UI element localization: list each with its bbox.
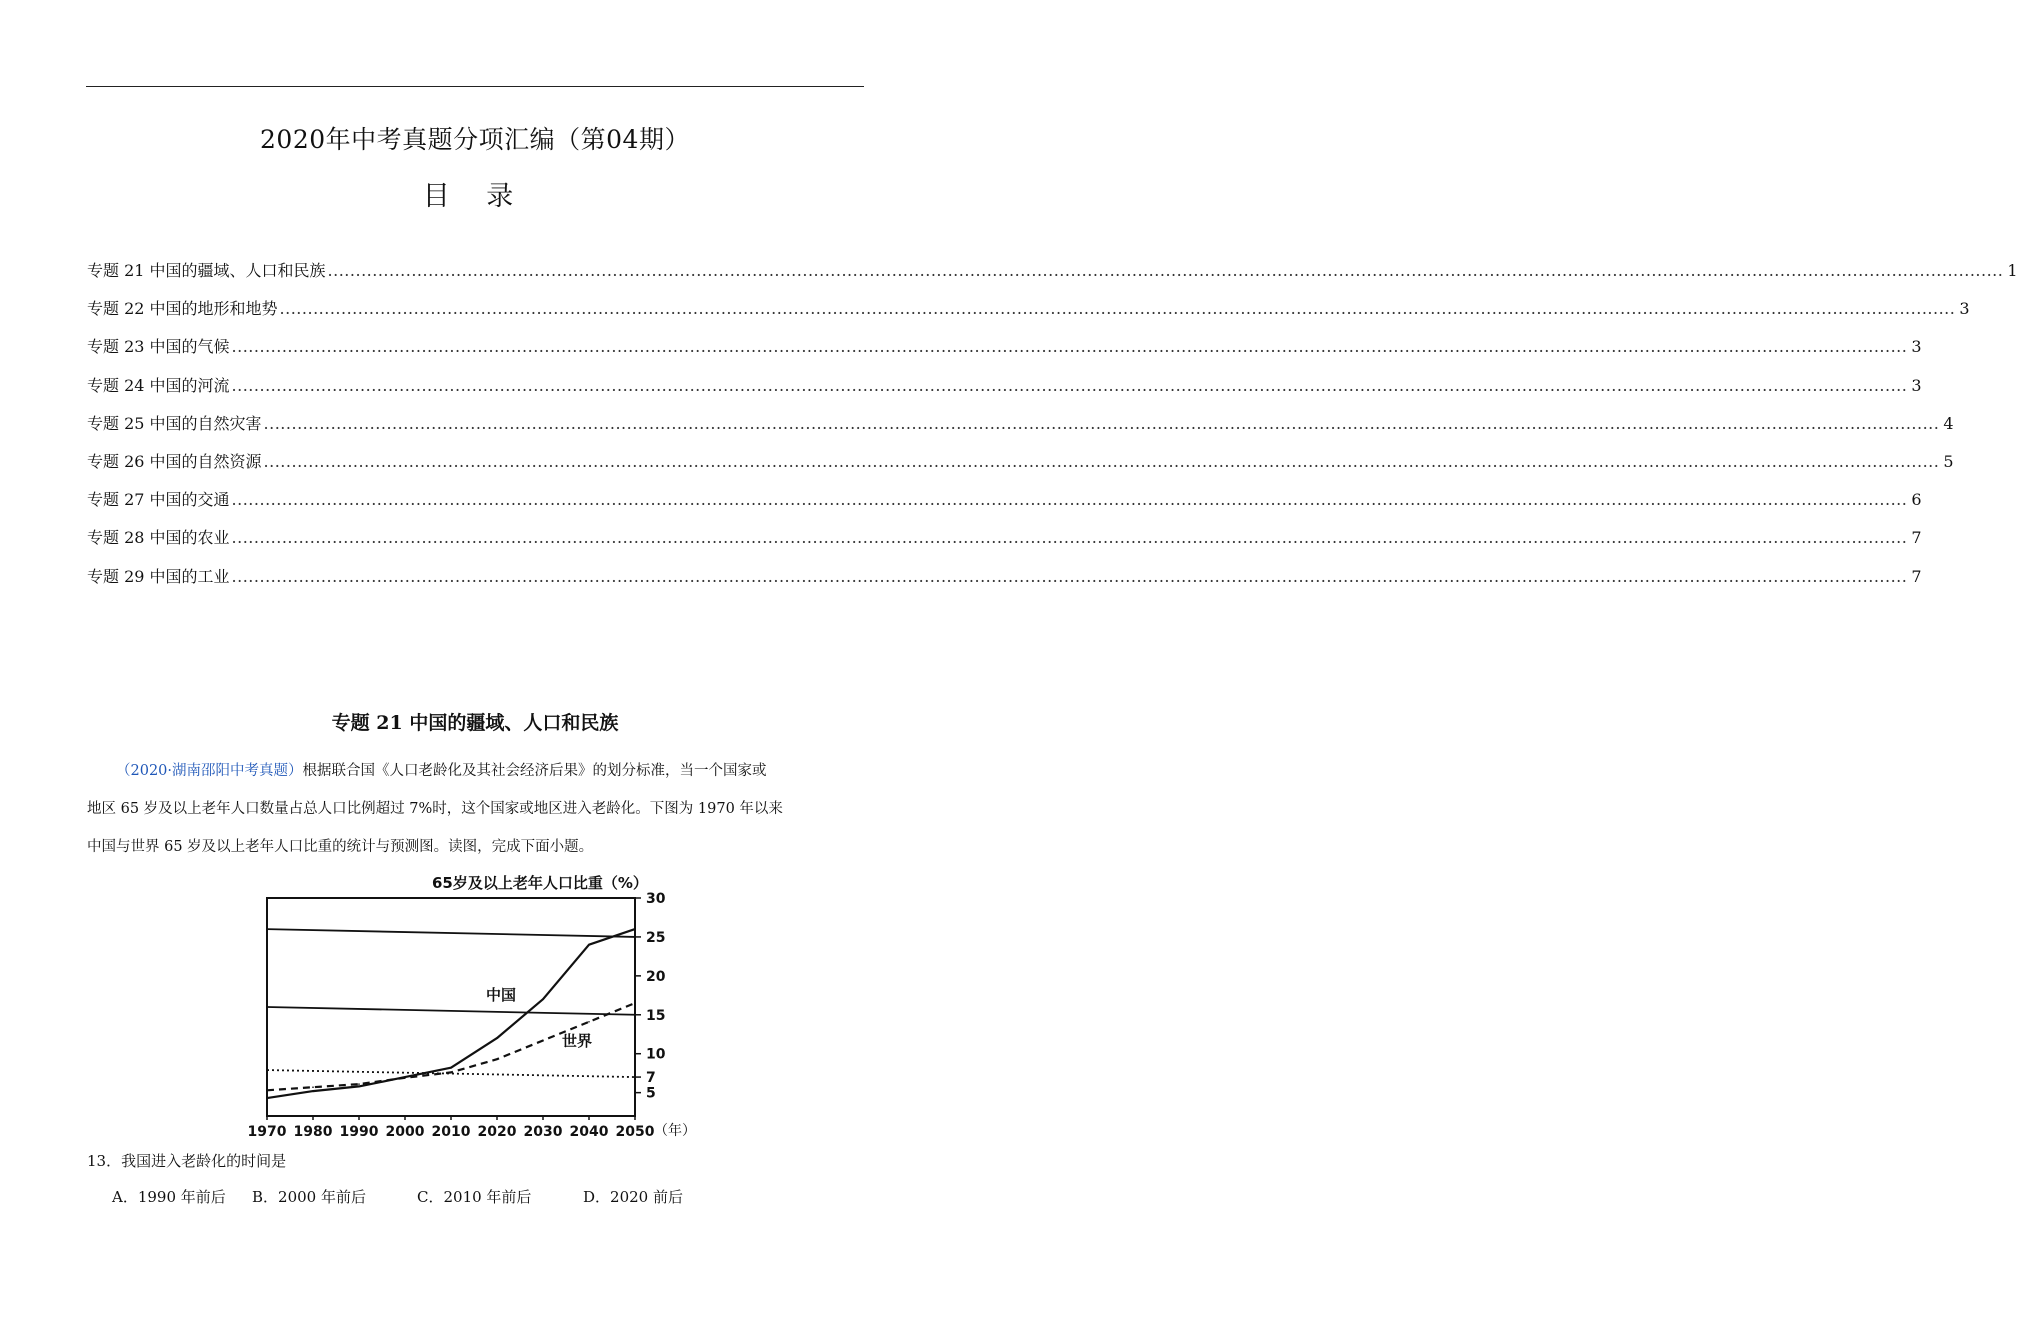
x-axis-unit: （年） <box>654 1123 696 1139</box>
toc-leader: ............................................................................................................................................................................................................................................................................................................ <box>279 299 1956 319</box>
question-source: （2020·湖南邵阳中考真题） <box>116 763 303 779</box>
axes <box>248 891 666 1140</box>
header-rule <box>86 86 864 87</box>
reference-line <box>267 1070 635 1077</box>
option-a[interactable]: A．1990 年前后 <box>112 1188 226 1206</box>
toc-entry[interactable] <box>87 373 1922 411</box>
option-d[interactable]: D．2020 前后 <box>583 1188 683 1206</box>
x-tick-label: 2040 <box>569 1124 609 1140</box>
x-tick-label: 2020 <box>477 1124 517 1140</box>
toc-leader: ............................................................................................................................................................................................................................................................................................................ <box>231 375 1908 395</box>
x-tick-label: 1980 <box>293 1124 333 1140</box>
data-point <box>358 1083 360 1085</box>
data-point <box>634 928 636 930</box>
series-label-world: 世界 <box>562 1032 593 1050</box>
y-tick-label: 5 <box>646 1085 656 1102</box>
intro-text: 根据联合国《人口老龄化及其社会经济后果》的划分标准，当一个国家或 <box>302 763 767 779</box>
toc-entry[interactable] <box>87 487 1922 525</box>
data-point <box>404 1077 406 1079</box>
toc-entry[interactable] <box>87 258 2018 296</box>
toc-entry-label: 专题 21 中国的疆域、人口和民族 <box>87 261 326 280</box>
question-stem: 13．我国进入老龄化的时间是 <box>87 1152 287 1170</box>
y-tick-label: 7 <box>646 1070 656 1087</box>
y-tick-label: 15 <box>646 1007 666 1024</box>
document-title: 2020年中考真题分项汇编（第04期） <box>260 125 690 154</box>
data-point <box>358 1086 360 1088</box>
x-tick-label: 2030 <box>523 1124 563 1140</box>
series-label-china: 中国 <box>486 986 517 1004</box>
data-point <box>588 944 590 946</box>
toc-leader: ............................................................................................................................................................................................................................................................................................................ <box>231 337 1908 357</box>
y-tick-label: 10 <box>646 1046 666 1063</box>
toc-leader: ............................................................................................................................................................................................................................................................................................................ <box>263 451 1940 471</box>
x-tick-label: 1970 <box>247 1124 287 1140</box>
toc-entry-label: 专题 22 中国的地形和地势 <box>87 299 278 319</box>
toc-entry[interactable] <box>87 564 1922 602</box>
toc-leader: ............................................................................................................................................................................................................................................................................................................ <box>231 490 1908 510</box>
toc-entry-label: 专题 28 中国的农业 <box>87 528 230 548</box>
toc-entry-page: 5 <box>1943 451 1954 471</box>
reference-lines <box>267 929 635 1077</box>
toc-entry-label: 专题 25 中国的自然灾害 <box>87 413 262 433</box>
y-tick-label: 25 <box>646 929 666 946</box>
x-tick-label: 2050 <box>615 1124 655 1140</box>
reference-line <box>267 929 635 937</box>
data-point <box>542 998 544 1000</box>
toc-entry-label: 专题 26 中国的自然资源 <box>87 451 262 471</box>
toc-entry[interactable] <box>87 411 1954 449</box>
table-of-contents <box>87 258 2018 602</box>
toc-entry[interactable] <box>87 296 1970 334</box>
toc-leader: ............................................................................................................................................................................................................................................................................................................ <box>327 261 2004 280</box>
data-point <box>312 1090 314 1092</box>
aging-population-chart <box>240 866 710 1146</box>
toc-entry-label: 专题 23 中国的气候 <box>87 337 230 357</box>
toc-entry-label: 专题 29 中国的工业 <box>87 566 230 586</box>
toc-entry-page: 6 <box>1911 490 1922 510</box>
x-tick-label: 2000 <box>385 1124 425 1140</box>
toc-entry[interactable] <box>87 449 1954 487</box>
option-b[interactable]: B．2000 年前后 <box>252 1188 366 1206</box>
data-point <box>266 1097 268 1099</box>
chart-title: 65岁及以上老年人口比重（%） <box>432 874 648 892</box>
toc-entry-page: 3 <box>1959 299 1970 319</box>
y-tick-label: 30 <box>646 891 666 907</box>
toc-entry-page: 3 <box>1911 375 1922 395</box>
data-point <box>450 1067 452 1069</box>
data-point <box>496 1058 498 1060</box>
toc-entry-label: 专题 27 中国的交通 <box>87 490 230 510</box>
data-point <box>450 1072 452 1074</box>
data-point <box>312 1086 314 1088</box>
toc-entry-page: 7 <box>1911 528 1922 548</box>
reference-line <box>267 1007 635 1015</box>
toc-heading: 目 录 <box>422 181 528 212</box>
x-tick-label: 1990 <box>339 1124 379 1140</box>
data-point <box>266 1090 268 1092</box>
data-point <box>588 1021 590 1023</box>
data-point <box>634 1002 636 1004</box>
toc-entry-page: 3 <box>1911 337 1922 357</box>
y-tick-label: 20 <box>646 968 666 985</box>
data-point <box>496 1037 498 1039</box>
x-tick-label: 2010 <box>431 1124 471 1140</box>
toc-leader: ............................................................................................................................................................................................................................................................................................................ <box>263 413 1940 433</box>
data-point <box>542 1040 544 1042</box>
toc-entry-page: 7 <box>1911 566 1922 586</box>
intro-line-3: 中国与世界 65 岁及以上老年人口比重的统计与预测图。读图，完成下面小题。 <box>87 839 594 855</box>
toc-entry-page: 1 <box>2007 261 2018 280</box>
option-c[interactable]: C．2010 年前后 <box>417 1188 532 1206</box>
toc-entry-label: 专题 24 中国的河流 <box>87 375 230 395</box>
intro-line-1 <box>87 752 864 790</box>
question-intro <box>87 752 864 866</box>
section-title: 专题 21 中国的疆域、人口和民族 <box>331 712 619 734</box>
toc-entry[interactable] <box>87 334 1922 372</box>
intro-line-2: 地区 65 岁及以上老年人口数量占总人口比例超过 7%时，这个国家或地区进入老龄化。下图为 1970 年以来 <box>87 801 783 817</box>
toc-leader: ............................................................................................................................................................................................................................................................................................................ <box>231 528 1908 548</box>
toc-entry-page: 4 <box>1943 413 1954 433</box>
toc-entry[interactable] <box>87 525 1922 563</box>
toc-leader: ............................................................................................................................................................................................................................................................................................................ <box>231 566 1908 586</box>
